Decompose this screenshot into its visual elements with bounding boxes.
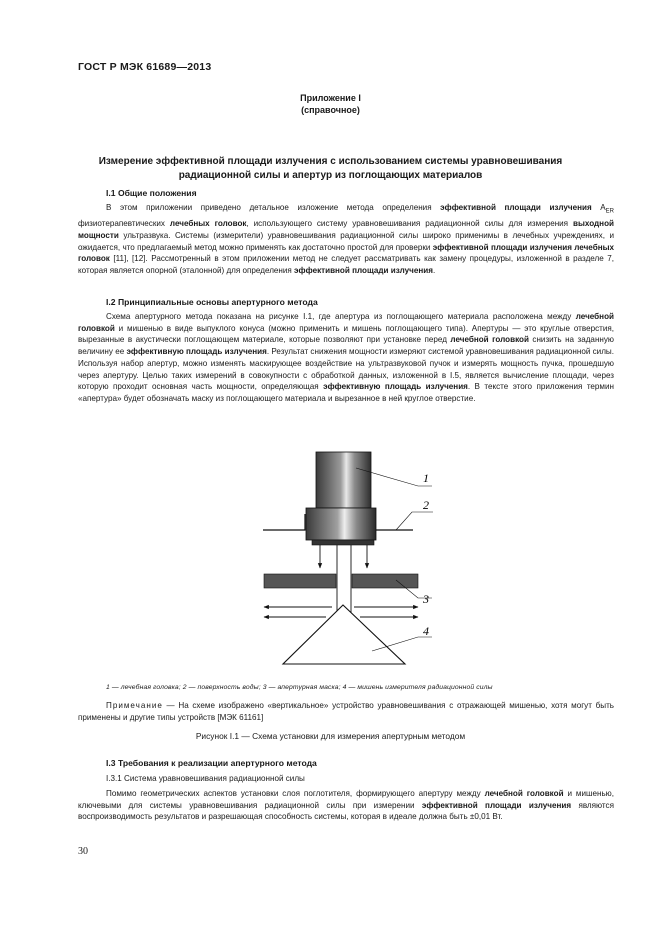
treatment-head-collar	[306, 508, 376, 540]
text-run: физиотерапевтических	[78, 219, 170, 229]
figure-label-3: 3	[423, 592, 429, 606]
figure-label-1: 1	[423, 471, 429, 485]
page-number: 30	[78, 846, 88, 857]
text-run: лечебной головкой	[484, 789, 564, 798]
text-run: , использующего систему уравновешивания радиационной силы для измерения	[246, 219, 574, 229]
section-i3-paragraph	[78, 788, 614, 823]
radiation-force-target-cone	[283, 605, 405, 664]
text-run: лечебной головкой	[450, 335, 529, 345]
annex-heading-line-1: Измерение эффективной площади излучения с использованием системы уравновешивания	[98, 156, 563, 167]
text-run: эффективную площадь излучения	[323, 382, 468, 392]
subsection-heading-i3-1: I.3.1 Система уравновешивания радиационной силы	[106, 774, 305, 783]
text-run: Помимо геометрических аспектов установки слоя поглотителя, формирующего апертуру между	[106, 789, 485, 798]
aperture-mask-right	[352, 574, 418, 588]
text-run: выходной мощности	[78, 219, 614, 241]
text-run: .	[432, 266, 436, 276]
text-run: Схема апертурного метода показана на рисунке I.1, где апертура из поглощающего материала расположена между	[106, 312, 576, 321]
figure-legend: 1 — лечебная головка; 2 — поверхность воды; 3 — апертурная маска; 4 — мишень измерителя радиационной силы	[106, 684, 493, 691]
annex-heading-line-2: радиационной силы и апертур из поглощающих материалов	[178, 169, 483, 181]
annex-title: Приложение I	[300, 93, 361, 103]
note-label: Примечание	[106, 701, 163, 710]
text-run: [11], [12]. Рассмотренный в этом приложении метод не следует рассматривать как замену процедуры, изложенной в разделе 7, которая является опорной (эталонной) для определения	[78, 254, 614, 276]
section-i1-paragraph	[78, 202, 614, 277]
text-run: ER	[605, 208, 614, 215]
text-run: и мишенью, ключевыми для системы уравновешивания радиационной силы при измерении	[78, 789, 614, 810]
section-heading-i1: I.1 Общие положения	[106, 188, 197, 198]
text-run: эффективной площади излучения	[294, 266, 433, 276]
section-heading-i3: I.3 Требования к реализации апертурного метода	[106, 758, 317, 768]
aperture-method-diagram	[240, 448, 460, 673]
aperture-mask-left	[264, 574, 336, 588]
text-run: эффективной площади излучения лечебных головок	[78, 242, 614, 264]
text-run: и мишенью в виде выпуклого конуса (можно применить и мишень поглощающего типа). Апертуры — это круглые отверстия, вырезанные в акустически поглощающем материале, которые позволяют при установке перед	[78, 323, 614, 345]
figure-note	[78, 700, 614, 723]
figure-label-2: 2	[423, 498, 429, 512]
document-header: ГОСТ Р МЭК 61689—2013	[78, 61, 212, 73]
text-run: эффективной площади излучения	[421, 800, 572, 810]
text-run: эффективную площадь излучения	[126, 347, 267, 357]
text-run: лечебных головок	[169, 219, 247, 229]
figure-label-4: 4	[423, 624, 429, 638]
text-run: . В тексте этого приложения термин «апертура» будет обозначать маску из поглощающего материала и вырезанное в ней круглое отверстие.	[78, 382, 614, 403]
annex-heading	[60, 155, 601, 182]
note-text: — На схеме изображено «вертикальное» устройство уравновешивания с отражающей мишенью, хотя могут быть применены и другие типы устройств [МЭК 61161]	[78, 701, 614, 722]
figure-caption: Рисунок I.1 — Схема установки для измерения апертурным методом	[195, 731, 466, 741]
section-heading-i2: I.2 Принципиальные основы апертурного метода	[106, 297, 318, 307]
text-run: . Результат снижения мощности измеряют системой уравновешивания радиационной силы. Используя набор апертур, можно изменять маскирующее воздействие на ультразвуковой пучок и измерять мощность пучка, прошедшую через апертуру. Целью таких измерений в совокупности с обработкой данных, изложенной в I.5, является вычисление площади, через которую проходит основная часть мощности, определяющая	[78, 347, 614, 392]
text-run: В этом приложении приведено детальное изложение метода определения	[106, 203, 441, 212]
text-run: являются воспроизводимость результатов и разрешающая способность системы, которая в идеале должна быть ±0,01 Вт.	[78, 800, 614, 822]
text-run: лечебной головкой	[78, 312, 614, 333]
section-i2-paragraph	[78, 311, 614, 405]
text-run: эффективной площади излучения	[440, 203, 592, 212]
text-run: ультразвука. Системы (измерители) уравновешивания радиационной силы широко применимы в лечебных учреждениях, и ожидается, что предлагаемый метод можно применять как достаточно простой для проверки	[78, 231, 614, 252]
treatment-head-face	[312, 540, 374, 545]
text-run: снизить на заданную величину ее	[78, 335, 614, 357]
annex-status: (справочное)	[301, 105, 360, 115]
treatment-head-handle	[316, 452, 371, 508]
text-run: A	[591, 203, 606, 212]
